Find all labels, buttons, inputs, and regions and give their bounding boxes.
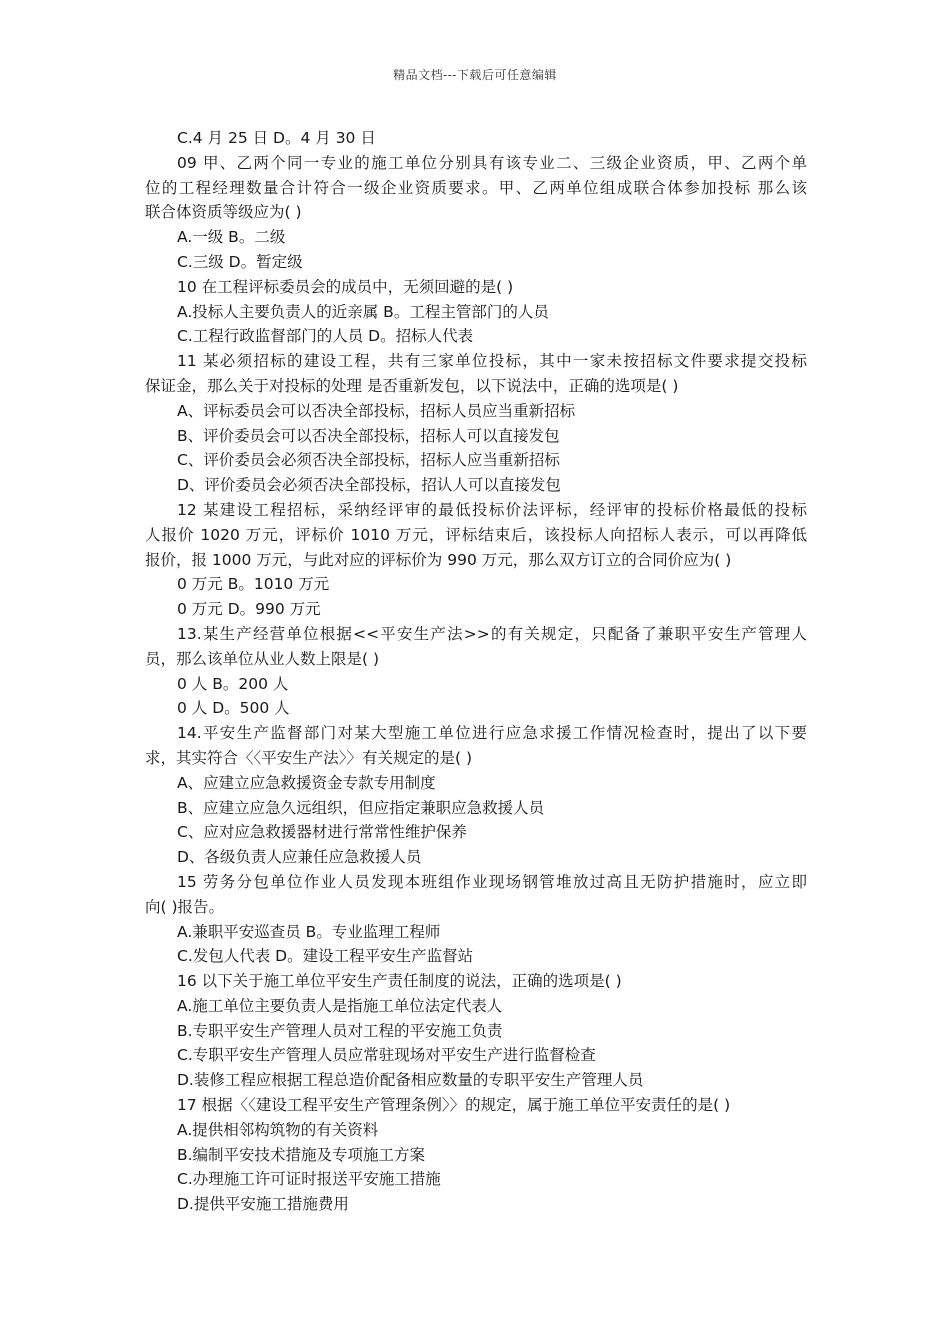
text-line: 报价，报 1000 万元，与此对应的评标价为 990 万元，那么双方订立的合同价应为( ) [145, 550, 732, 569]
text-line: 员，那么该单位从业人数上限是( ) [145, 649, 380, 668]
text-line: D.提供平安施工措施费用 [177, 1195, 349, 1214]
text-line: 0 万元 D。990 万元 [177, 600, 321, 619]
text-line: C、应对应急救援器材进行常常性维护保养 [177, 823, 467, 842]
text-line: B.专职平安生产管理人员对工程的平安施工负责 [177, 1021, 503, 1040]
text-line: C.4 月 25 日 D。4 月 30 日 [177, 129, 376, 147]
text-line: 人报价 1020 万元，评标价 1010 万元，评标结束后，该投标人向招标人表示，可以再降低 [145, 525, 807, 544]
text-line: A.投标人主要负责人的近亲属 B。工程主管部门的人员 [177, 302, 549, 321]
text-line: A.施工单位主要负责人是指施工单位法定代表人 [177, 996, 503, 1015]
text-line: 0 人 D。500 人 [177, 699, 290, 718]
text-line: C.专职平安生产管理人员应常驻现场对平安生产进行监督检查 [177, 1046, 596, 1065]
text-line: B、应建立应急久远组织，但应指定兼职应急救援人员 [177, 798, 545, 817]
text-line: C.工程行政监督部门的人员 D。招标人代表 [177, 327, 474, 346]
text-line: 14.平安生产监督部门对某大型施工单位进行应急求援工作情况检查时，提出了以下要 [177, 724, 807, 743]
text-line: C.三级 D。暂定级 [177, 252, 303, 271]
text-line: D、评价委员会必须否决全部投标，招认人可以直接发包 [177, 476, 561, 495]
text-line: B.编制平安技术措施及专项施工方案 [177, 1145, 426, 1164]
text-line: A.兼职平安巡查员 B。专业监理工程师 [177, 922, 441, 941]
text-line: 求，其实符合〈〈平安生产法〉〉有关规定的是( ) [145, 748, 473, 767]
page-header: 精品文档---下载后可任意编辑 [393, 68, 557, 82]
text-line: 0 万元 B。1010 万元 [177, 575, 330, 594]
text-line: D、各级负责人应兼任应急救援人员 [177, 848, 422, 867]
text-line: C.办理施工许可证时报送平安施工措施 [177, 1170, 441, 1189]
text-line: 10 在工程评标委员会的成员中，无须回避的是( ) [177, 277, 514, 296]
text-line: A、评标委员会可以否决全部投标，招标人员应当重新招标 [177, 401, 576, 420]
text-line: 向( )报告。 [145, 897, 225, 916]
text-line: 15 劳务分包单位作业人员发现本班组作业现场钢管堆放过高且无防护措施时，应立即 [177, 872, 807, 891]
document-body [145, 126, 807, 1217]
text-line: 13.某生产经营单位根据<<平安生产法>>的有关规定，只配备了兼职平安生产管理人 [177, 624, 807, 643]
text-line: A.一级 B。二级 [177, 228, 286, 247]
text-line: 12 某建设工程招标，采纳经评审的最低投标价法评标，经评审的投标价格最低的投标 [177, 500, 807, 519]
text-line: A.提供相邻构筑物的有关资料 [177, 1120, 379, 1139]
text-line: C、评价委员会必须否决全部投标，招标人应当重新招标 [177, 451, 560, 470]
text-line: D.装修工程应根据工程总造价配备相应数量的专职平安生产管理人员 [177, 1071, 644, 1090]
text-line: 联合体资质等级应为( ) [145, 203, 302, 222]
text-line: 09 甲、乙两个同一专业的施工单位分别具有该专业二、三级企业资质，甲、乙两个单 [177, 153, 807, 172]
text-line: C.发包人代表 D。建设工程平安生产监督站 [177, 947, 474, 966]
text-line: 17 根据〈〈建设工程平安生产管理条例〉〉的规定，属于施工单位平安责任的是( ) [177, 1096, 731, 1115]
text-line: 保证金，那么关于对投标的处理 是否重新发包，以下说法中，正确的选项是( ) [145, 376, 679, 395]
text-line: A、应建立应急救援资金专款专用制度 [177, 773, 436, 792]
text-line: 0 人 B。200 人 [177, 674, 289, 693]
text-line: 11 某必须招标的建设工程，共有三家单位投标，其中一家未按招标文件要求提交投标 [177, 352, 807, 371]
text-line: 16 以下关于施工单位平安生产责任制度的说法，正确的选项是( ) [177, 972, 622, 991]
text-line: B、评价委员会可以否决全部投标，招标人可以直接发包 [177, 426, 560, 445]
text-line: 位的工程经理数量合计符合一级企业资质要求。甲、乙两单位组成联合体参加投标 那么该 [145, 178, 807, 197]
